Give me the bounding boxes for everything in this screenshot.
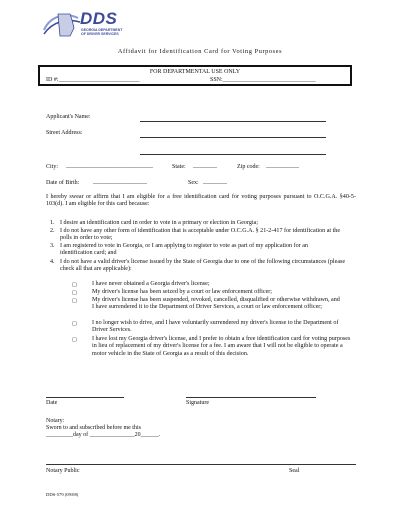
checkbox-no-longer-drive[interactable]: □ xyxy=(72,321,77,327)
state-label: State: xyxy=(172,164,186,170)
signature-field[interactable] xyxy=(186,397,316,398)
date-field[interactable] xyxy=(46,397,124,398)
list-item: I desire an identification card in order to vote in a primary or election in Georgia; xyxy=(60,220,259,226)
notary-public-label: Notary Public xyxy=(46,468,80,474)
id-number-field[interactable]: ID #:___________________________ xyxy=(46,77,140,83)
list-item: I do not have a valid driver's license issued by the State of Georgia due to one of the following circumstances (please check all that are applicable): xyxy=(60,259,346,273)
check-label: My driver's license has been suspended, revoked, cancelled, disqualified or otherwise withdrawn, and I have surrendered it to the Department of Driver Services, a court or law enforcement officer; xyxy=(92,297,340,311)
form-code: DDS-579 (09/08) xyxy=(46,492,79,497)
departmental-use-box xyxy=(38,65,352,86)
sex-field[interactable]: ________ xyxy=(203,179,227,185)
list-item: I am registered to vote in Georgia, or I am applying to register to vote as part of my application for an identification card; and xyxy=(60,243,308,257)
applicant-name-field[interactable] xyxy=(140,121,326,122)
city-field[interactable]: _____________________________ xyxy=(66,163,153,169)
zip-label: Zip code: xyxy=(237,164,260,170)
check-label: I have lost my Georgia driver's license, and I prefer to obtain a free identification card for voting purposes in lieu of replacement of my driver's license for a fee. I am aware that I will not be eligible to operate a motor vehicle in the State of Georgia as a result of this decision. xyxy=(92,336,351,357)
check-label: I no longer wish to drive, and I have voluntarily surrendered my driver's license to the Department of Driver Services. xyxy=(92,320,339,334)
check-label: I have never obtained a Georgia driver's license; xyxy=(92,281,210,287)
date-label: Date xyxy=(46,400,58,406)
ssn-field[interactable]: SSN:_______________________________ xyxy=(210,77,316,83)
georgia-map-icon xyxy=(40,8,82,42)
notary-sworn-text: Sworn to and subscribed before me this xyxy=(46,425,141,431)
notary-signature-field[interactable] xyxy=(46,464,356,465)
applicant-name-label: Applicant's Name: xyxy=(46,114,91,120)
list-item: I do not have any other form of identification that is acceptable under O.C.G.A. § 21-2-417 for identification at the polls in order to vote; xyxy=(60,228,341,242)
item-number: 3. xyxy=(50,243,55,249)
state-field[interactable]: ________ xyxy=(193,163,217,169)
street-address-field-2[interactable] xyxy=(140,154,326,155)
eligibility-statement: I hereby swear or affirm that I am eligible for a free identification card for voting purposes pursuant to O.C.G.A. §40-5-103(d). I am eligible for this card because: xyxy=(46,194,356,208)
logo-subtitle: GEORGIA DEPARTMENT OF DRIVER SERVICES xyxy=(81,28,123,36)
street-address-label: Street Address: xyxy=(46,130,83,136)
form-title: Affidavit for Identification Card for Voting Purposes xyxy=(117,48,283,55)
notary-label: Notary: xyxy=(46,418,65,424)
item-number: 2. xyxy=(50,228,55,234)
item-number: 4. xyxy=(50,259,55,265)
checkbox-lost-license[interactable]: □ xyxy=(72,337,77,343)
sex-label: Sex: xyxy=(188,180,199,186)
dob-label: Date of Birth: xyxy=(46,180,80,186)
item-number: 1. xyxy=(50,220,55,226)
dept-box-title: FOR DEPARTMENTAL USE ONLY xyxy=(149,69,241,75)
zip-field[interactable]: ___________ xyxy=(266,163,299,169)
notary-day-field[interactable]: _________day of _______________20______. xyxy=(46,432,161,438)
signature-label: Signature xyxy=(186,400,209,406)
check-label: My driver's license has been seized by a court or law enforcement officer; xyxy=(92,289,273,295)
dob-field[interactable]: __________________ xyxy=(93,179,147,185)
logo-wordmark: DDS xyxy=(80,9,118,28)
checkbox-seized[interactable]: □ xyxy=(72,290,77,296)
city-label: City: xyxy=(46,164,59,170)
street-address-field[interactable] xyxy=(140,137,326,138)
checkbox-suspended[interactable]: □ xyxy=(72,298,77,304)
seal-label: Seal xyxy=(289,468,300,474)
checkbox-never-obtained[interactable]: □ xyxy=(72,282,77,288)
